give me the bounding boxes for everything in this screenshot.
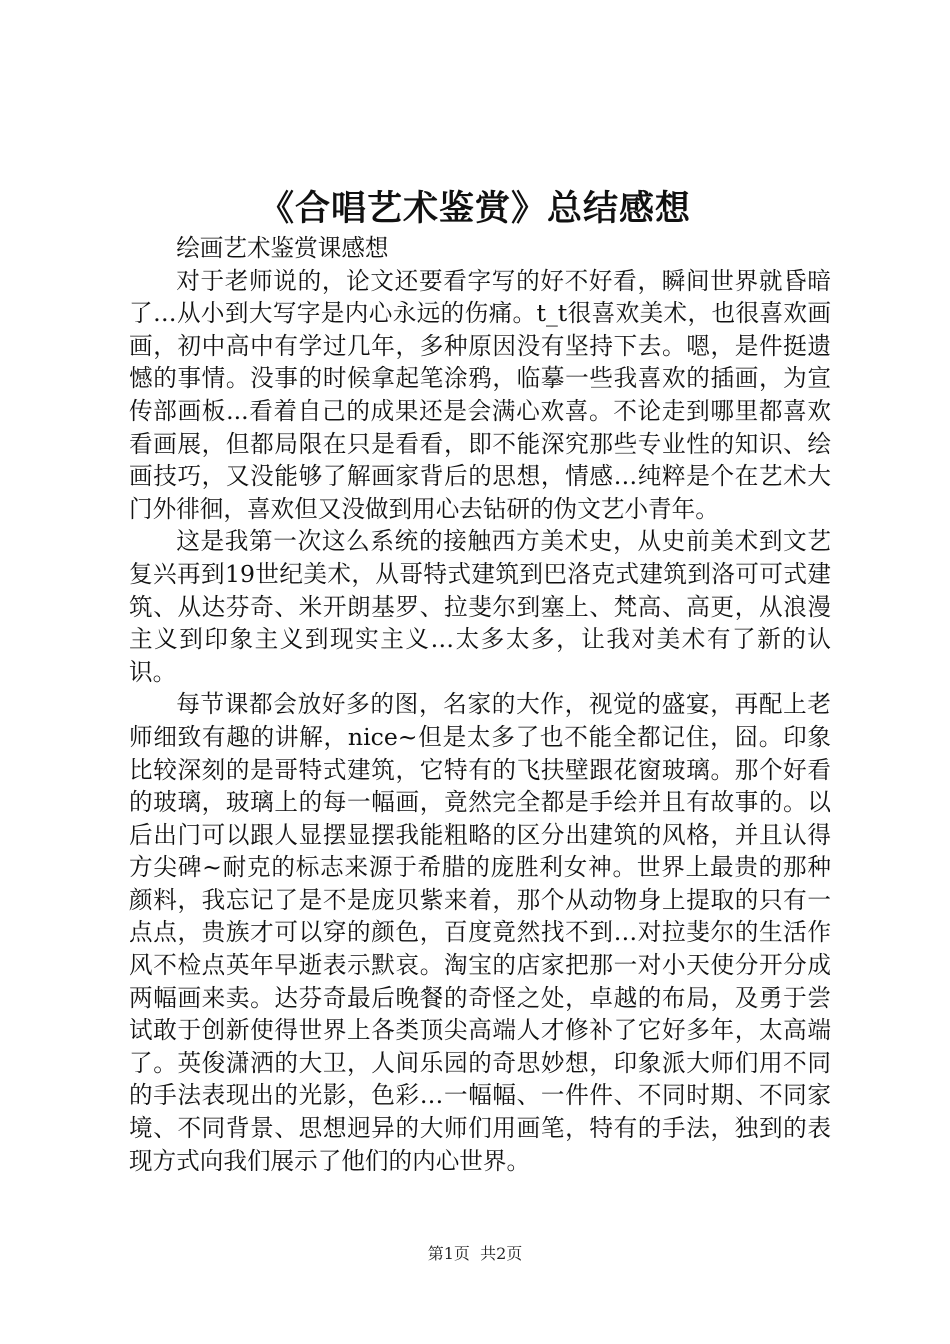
body-paragraph: 这是我第一次这么系统的接触西方美术史，从史前美术到文艺复兴再到19世纪美术，从哥特式建筑到巴洛克式建筑到洛可可式建筑、从达芬奇、米开朗基罗、拉斐尔到塞上、梵高、高更，从浪漫主义到印象主义到现实主义…太多太多，让我对美术有了新的认识。	[129, 527, 831, 686]
page-total: 共2页	[480, 1244, 523, 1263]
page-footer	[0, 1242, 950, 1266]
document-title: 《合唱艺术鉴赏》总结感想	[258, 188, 691, 229]
body-paragraph: 每节课都会放好多的图，名家的大作，视觉的盛宴，再配上老师细致有趣的讲解，nice~但是太多了也不能全都记住，囧。印象比较深刻的是哥特式建筑，它特有的飞扶壁跟花窗玻璃。那个好看的玻璃，玻璃上的每一幅画，竟然完全都是手绘并且有故事的。以后出门可以跟人显摆显摆我能粗略的区分出建筑的风格，并且认得方尖碑~耐克的标志来源于希腊的庞胜利女神。世界上最贵的那种颜料，我忘记了是不是庞贝紫来着，那个从动物身上提取的只有一点点，贵族才可以穿的颜色，百度竟然找不到…对拉斐尔的生活作风不检点英年早逝表示默哀。淘宝的店家把那一对小天使分开分成两幅画来卖。达芬奇最后晚餐的奇怪之处，卓越的布局，及勇于尝试敢于创新使得世界上各类顶尖高端人才修补了它好多年，太高端了。英俊潇洒的大卫，人间乐园的奇思妙想，印象派大师们用不同的手法表现出的光影，色彩…一幅幅、一件件、不同时期、不同家境、不同背景、思想迥异的大师们用画笔，特有的手法，独到的表现方式向我们展示了他们的内心世界。	[129, 690, 831, 1175]
page-number: 第1页	[427, 1244, 470, 1263]
footer-separator	[470, 1244, 480, 1263]
body-paragraph-heading: 绘画艺术鉴赏课感想	[176, 234, 389, 262]
body-paragraph: 对于老师说的，论文还要看字写的好不好看，瞬间世界就昏暗了…从小到大写字是内心永远的伤痛。t_t很喜欢美术，也很喜欢画画，初中高中有学过几年，多种原因没有坚持下去。嗯，是件挺遗憾的事情。没事的时候拿起笔涂鸦，临摹一些我喜欢的插画，为宣传部画板...看着自己的成果还是会满心欢喜。不论走到哪里都喜欢看画展，但都局限在只是看看，即不能深究那些专业性的知识、绘画技巧，又没能够了解画家背后的思想，情感…纯粹是个在艺术大门外徘徊，喜欢但又没做到用心去钻研的伪文艺小青年。	[129, 266, 831, 523]
document-body	[129, 232, 831, 1177]
